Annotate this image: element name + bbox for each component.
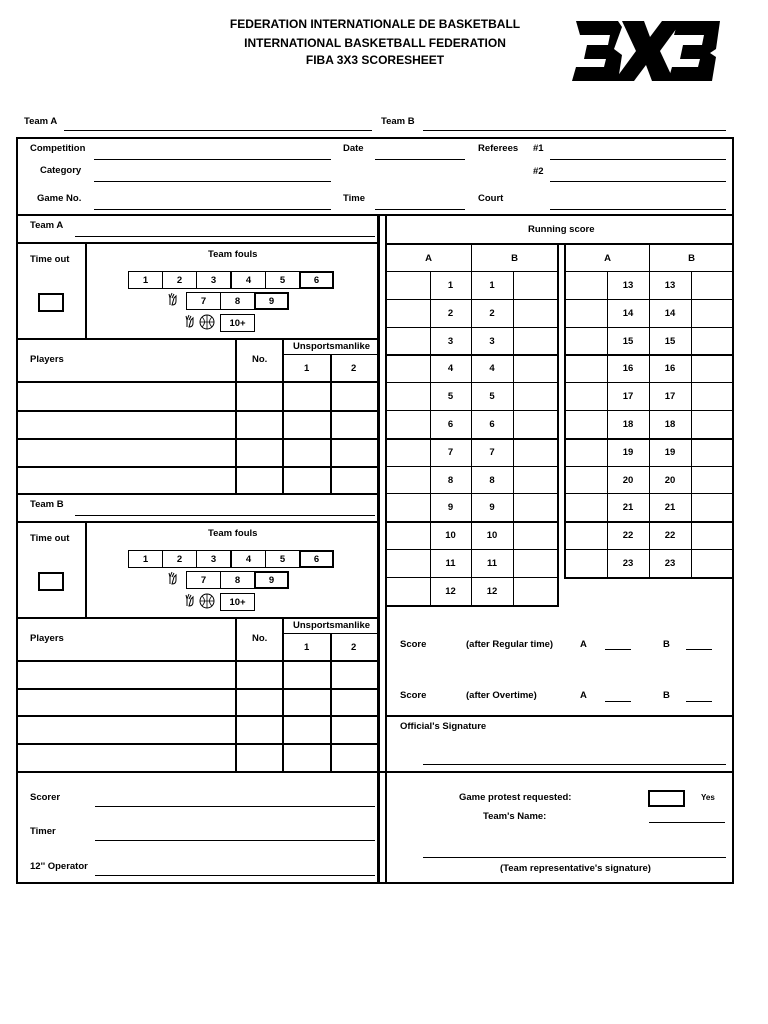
- referee-2-field[interactable]: [550, 181, 726, 182]
- scorer-label: Scorer: [30, 792, 61, 803]
- team-b-time-out-checkbox[interactable]: [38, 572, 64, 591]
- competition-label: Competition: [30, 143, 86, 154]
- running-score-a-number: 9: [447, 502, 454, 513]
- running-row: [386, 493, 558, 494]
- category-field[interactable]: [94, 181, 331, 182]
- running-score-a-number: 10: [445, 530, 456, 541]
- running-col-a-header: A: [604, 253, 611, 264]
- divider: [649, 243, 650, 271]
- running-row: [566, 549, 734, 550]
- team-a-unsportsmanlike-1: 1: [304, 363, 310, 374]
- running-score-a-number: 6: [447, 419, 454, 430]
- time-field[interactable]: [375, 209, 465, 210]
- running-row: [386, 410, 558, 411]
- running-col-b-header: B: [511, 253, 518, 264]
- player-row: [16, 660, 377, 662]
- running-score-b-number: 19: [664, 447, 676, 458]
- running-score-b-number: 9: [489, 502, 495, 513]
- divider: [282, 338, 284, 494]
- team-b-foul-box-5[interactable]: 5: [265, 550, 300, 568]
- divider: [649, 271, 650, 577]
- running-score-b-number: 2: [489, 308, 495, 319]
- team-b-no-label: No.: [252, 633, 268, 644]
- game-protest-label: Game protest requested:: [459, 792, 572, 803]
- header-line-2: INTERNATIONAL BASKETBALL FEDERATION: [244, 36, 506, 50]
- header-line-1: FEDERATION INTERNATIONALE DE BASKETBALL: [229, 17, 521, 31]
- referee-1-label: #1: [533, 143, 544, 154]
- team-a-foul-box-5[interactable]: 5: [265, 271, 300, 289]
- running-row: [386, 438, 558, 440]
- team-b-foul-box-7[interactable]: 7: [186, 571, 221, 589]
- running-score-a-number: 11: [445, 558, 456, 569]
- running-row: [566, 327, 734, 328]
- team-b-foul-box-3[interactable]: 3: [196, 550, 231, 568]
- team-rep-signature-label: (Team representative's signature): [500, 863, 651, 874]
- divider: [566, 271, 734, 272]
- score-regular-a-field[interactable]: [605, 649, 631, 650]
- team-b-unsportsmanlike-label: Unsportsmanlike: [293, 620, 371, 631]
- fiba-3x3-logo: [570, 19, 722, 83]
- team-a-unsportsmanlike-2: 2: [351, 363, 357, 374]
- divider: [235, 617, 237, 772]
- divider: [564, 243, 566, 579]
- court-field[interactable]: [550, 209, 726, 210]
- divider: [386, 271, 558, 272]
- divider: [85, 521, 87, 618]
- running-score-b-number: 10: [486, 530, 498, 541]
- game-protest-checkbox[interactable]: [648, 790, 685, 807]
- running-row: [566, 410, 734, 411]
- score-regular-b-field[interactable]: [686, 649, 712, 650]
- player-row: [16, 715, 377, 717]
- divider: [330, 633, 332, 772]
- team-b-name-field[interactable]: [423, 130, 726, 131]
- player-row: [16, 466, 377, 468]
- running-score-b-number: 4: [489, 363, 495, 374]
- team-b-foul-box-10-plus[interactable]: 10+: [220, 593, 255, 611]
- running-score-a-number: 14: [622, 308, 634, 319]
- team-b-foul-box-1[interactable]: 1: [128, 550, 163, 568]
- running-score-a-number: 7: [447, 447, 454, 458]
- competition-field[interactable]: [94, 159, 331, 160]
- team-b-section-label: Team B: [30, 499, 64, 510]
- divider: [471, 243, 472, 271]
- hand-icon: [166, 571, 180, 590]
- running-score-b-number: 3: [489, 336, 495, 347]
- running-score-b-number: 15: [664, 336, 676, 347]
- running-score-a-number: 8: [447, 475, 454, 486]
- running-score-b-number: 5: [489, 391, 495, 402]
- team-a-team-fouls-label: Team fouls: [208, 249, 258, 260]
- running-score-a-number: 12: [445, 586, 456, 597]
- player-row: [16, 410, 377, 412]
- running-score-b-number: 12: [486, 586, 498, 597]
- running-row: [566, 354, 734, 356]
- divider: [691, 271, 692, 577]
- running-score-b-number: 8: [489, 475, 495, 486]
- team-b-team-fouls-label: Team fouls: [208, 528, 258, 539]
- running-row: [386, 327, 558, 328]
- team-b-section-name-field[interactable]: [75, 515, 375, 516]
- team-b-time-out-label: Time out: [30, 533, 70, 544]
- running-score-a-number: 15: [622, 336, 634, 347]
- game-no-label: Game No.: [37, 193, 82, 204]
- running-score-a-number: 16: [622, 363, 634, 374]
- score-regular-label: Score: [400, 639, 427, 650]
- running-row: [386, 577, 558, 578]
- date-label: Date: [343, 143, 364, 154]
- running-row: [386, 521, 558, 523]
- running-row: [386, 382, 558, 383]
- running-row: [386, 466, 558, 467]
- player-row: [16, 438, 377, 440]
- team-b-foul-box-8[interactable]: 8: [220, 571, 255, 589]
- scorer-field[interactable]: [95, 806, 375, 807]
- running-score-b-number: 21: [664, 502, 676, 513]
- divider: [16, 338, 377, 340]
- team-b-unsportsmanlike-1: 1: [304, 642, 310, 653]
- running-score-b-number: 6: [489, 419, 495, 430]
- running-score-a-number: 1: [447, 280, 454, 291]
- running-row: [386, 549, 558, 550]
- divider: [235, 338, 237, 494]
- officials-signature-field[interactable]: [423, 764, 726, 765]
- center-divider-left: [377, 214, 380, 884]
- divider: [16, 214, 734, 216]
- divider: [330, 354, 332, 494]
- divider: [16, 242, 377, 244]
- running-score-b-number: 7: [489, 447, 495, 458]
- running-score-a-number: 21: [622, 502, 634, 513]
- running-col-b-header: B: [688, 253, 695, 264]
- running-score-b-number: 14: [664, 308, 676, 319]
- team-a-section-label: Team A: [30, 220, 64, 231]
- protest-yes-label: Yes: [701, 793, 715, 802]
- date-field[interactable]: [375, 159, 465, 160]
- team-a-foul-box-8[interactable]: 8: [220, 292, 255, 310]
- team-rep-signature-field[interactable]: [423, 857, 726, 858]
- timer-field[interactable]: [95, 840, 375, 841]
- running-score-a-number: 19: [622, 447, 634, 458]
- team-a-foul-box-2[interactable]: 2: [162, 271, 197, 289]
- team-a-foul-box-7[interactable]: 7: [186, 292, 221, 310]
- game-no-field[interactable]: [94, 209, 331, 210]
- hand-icon: [166, 292, 180, 311]
- divider: [16, 771, 734, 773]
- score-overtime-b-label: B: [663, 690, 670, 701]
- running-score-a-number: 23: [622, 558, 634, 569]
- basketball-icon: [198, 593, 216, 614]
- running-score-a-number: 13: [622, 280, 634, 291]
- team-b-foul-box-2[interactable]: 2: [162, 550, 197, 568]
- referees-label: Referees: [478, 143, 519, 154]
- court-label: Court: [478, 193, 504, 204]
- running-row: [386, 605, 558, 607]
- teams-name-label: Team's Name:: [483, 811, 547, 822]
- divider: [16, 521, 377, 523]
- score-overtime-desc: (after Overtime): [466, 690, 537, 701]
- running-score-a-number: 17: [622, 391, 634, 402]
- running-row: [566, 521, 734, 523]
- score-overtime-a-field[interactable]: [605, 701, 631, 702]
- divider: [85, 242, 87, 339]
- running-row: [566, 577, 734, 579]
- player-row: [16, 688, 377, 690]
- team-a-no-label: No.: [252, 354, 268, 365]
- header-line-3: FIBA 3X3 SCORESHEET: [305, 53, 445, 67]
- score-overtime-b-field[interactable]: [686, 701, 712, 702]
- team-b-foul-box-6[interactable]: 6: [299, 550, 334, 568]
- teams-name-field[interactable]: [649, 822, 725, 823]
- team-b-unsportsmanlike-2: 2: [351, 642, 357, 653]
- team-a-foul-box-3[interactable]: 3: [196, 271, 231, 289]
- running-score-title: Running score: [528, 224, 595, 235]
- running-score-a-number: 4: [447, 363, 454, 374]
- team-b-label: Team B: [381, 116, 415, 127]
- divider: [513, 271, 514, 605]
- time-label: Time: [343, 193, 366, 204]
- player-row: [16, 381, 377, 383]
- divider: [607, 271, 608, 577]
- score-regular-b-label: B: [663, 639, 670, 650]
- player-row: [16, 493, 377, 495]
- running-row: [566, 493, 734, 494]
- team-a-foul-box-1[interactable]: 1: [128, 271, 163, 289]
- referee-2-label: #2: [533, 166, 544, 177]
- operator-label: 12'' Operator: [30, 861, 88, 872]
- team-a-name-field[interactable]: [64, 130, 372, 131]
- team-a-label: Team A: [24, 116, 58, 127]
- running-row: [386, 299, 558, 300]
- referee-1-field[interactable]: [550, 159, 726, 160]
- divider: [386, 243, 734, 245]
- team-a-unsportsmanlike-label: Unsportsmanlike: [293, 341, 371, 352]
- running-score-a-number: 20: [622, 475, 634, 486]
- score-overtime-label: Score: [400, 690, 427, 701]
- running-score-b-number: 1: [489, 280, 495, 291]
- team-a-time-out-checkbox[interactable]: [38, 293, 64, 312]
- score-regular-a-label: A: [580, 639, 587, 650]
- score-overtime-a-label: A: [580, 690, 587, 701]
- running-score-b-number: 16: [664, 363, 676, 374]
- player-row: [16, 743, 377, 745]
- running-score-b-number: 22: [664, 530, 676, 541]
- running-row: [566, 382, 734, 383]
- running-score-a-number: 5: [447, 391, 454, 402]
- running-score-b-number: 23: [664, 558, 676, 569]
- running-row: [386, 354, 558, 356]
- running-score-b-number: 18: [664, 419, 676, 430]
- running-col-a-header: A: [425, 253, 432, 264]
- divider: [386, 715, 734, 717]
- divider: [430, 271, 431, 605]
- timer-label: Timer: [30, 826, 56, 837]
- running-score-a-number: 2: [447, 308, 454, 319]
- running-row: [566, 466, 734, 467]
- category-label: Category: [40, 165, 82, 176]
- divider: [557, 243, 559, 607]
- divider: [282, 617, 284, 772]
- team-a-foul-box-4[interactable]: 4: [231, 271, 266, 289]
- team-b-players-label: Players: [30, 633, 64, 644]
- team-a-time-out-label: Time out: [30, 254, 70, 265]
- team-a-foul-box-6[interactable]: 6: [299, 271, 334, 289]
- team-a-section-name-field[interactable]: [75, 236, 375, 237]
- team-a-foul-box-10-plus[interactable]: 10+: [220, 314, 255, 332]
- divider: [471, 271, 472, 605]
- divider: [16, 617, 377, 619]
- running-score-b-number: 11: [486, 558, 498, 569]
- running-row: [566, 299, 734, 300]
- hand-icon: [183, 314, 197, 333]
- running-score-a-number: 22: [622, 530, 634, 541]
- team-a-foul-box-9[interactable]: 9: [254, 292, 289, 310]
- running-score-b-number: 17: [664, 391, 676, 402]
- basketball-icon: [198, 314, 216, 335]
- officials-signature-label: Official's Signature: [400, 721, 487, 732]
- running-score-b-number: 13: [664, 280, 676, 291]
- team-b-foul-box-9[interactable]: 9: [254, 571, 289, 589]
- running-row: [566, 438, 734, 440]
- running-score-a-number: 3: [447, 336, 454, 347]
- operator-field[interactable]: [95, 875, 375, 876]
- running-score-a-number: 18: [622, 419, 634, 430]
- hand-icon: [183, 593, 197, 612]
- score-regular-desc: (after Regular time): [466, 639, 554, 650]
- team-b-foul-box-4[interactable]: 4: [231, 550, 266, 568]
- team-a-players-label: Players: [30, 354, 64, 365]
- running-score-b-number: 20: [664, 475, 676, 486]
